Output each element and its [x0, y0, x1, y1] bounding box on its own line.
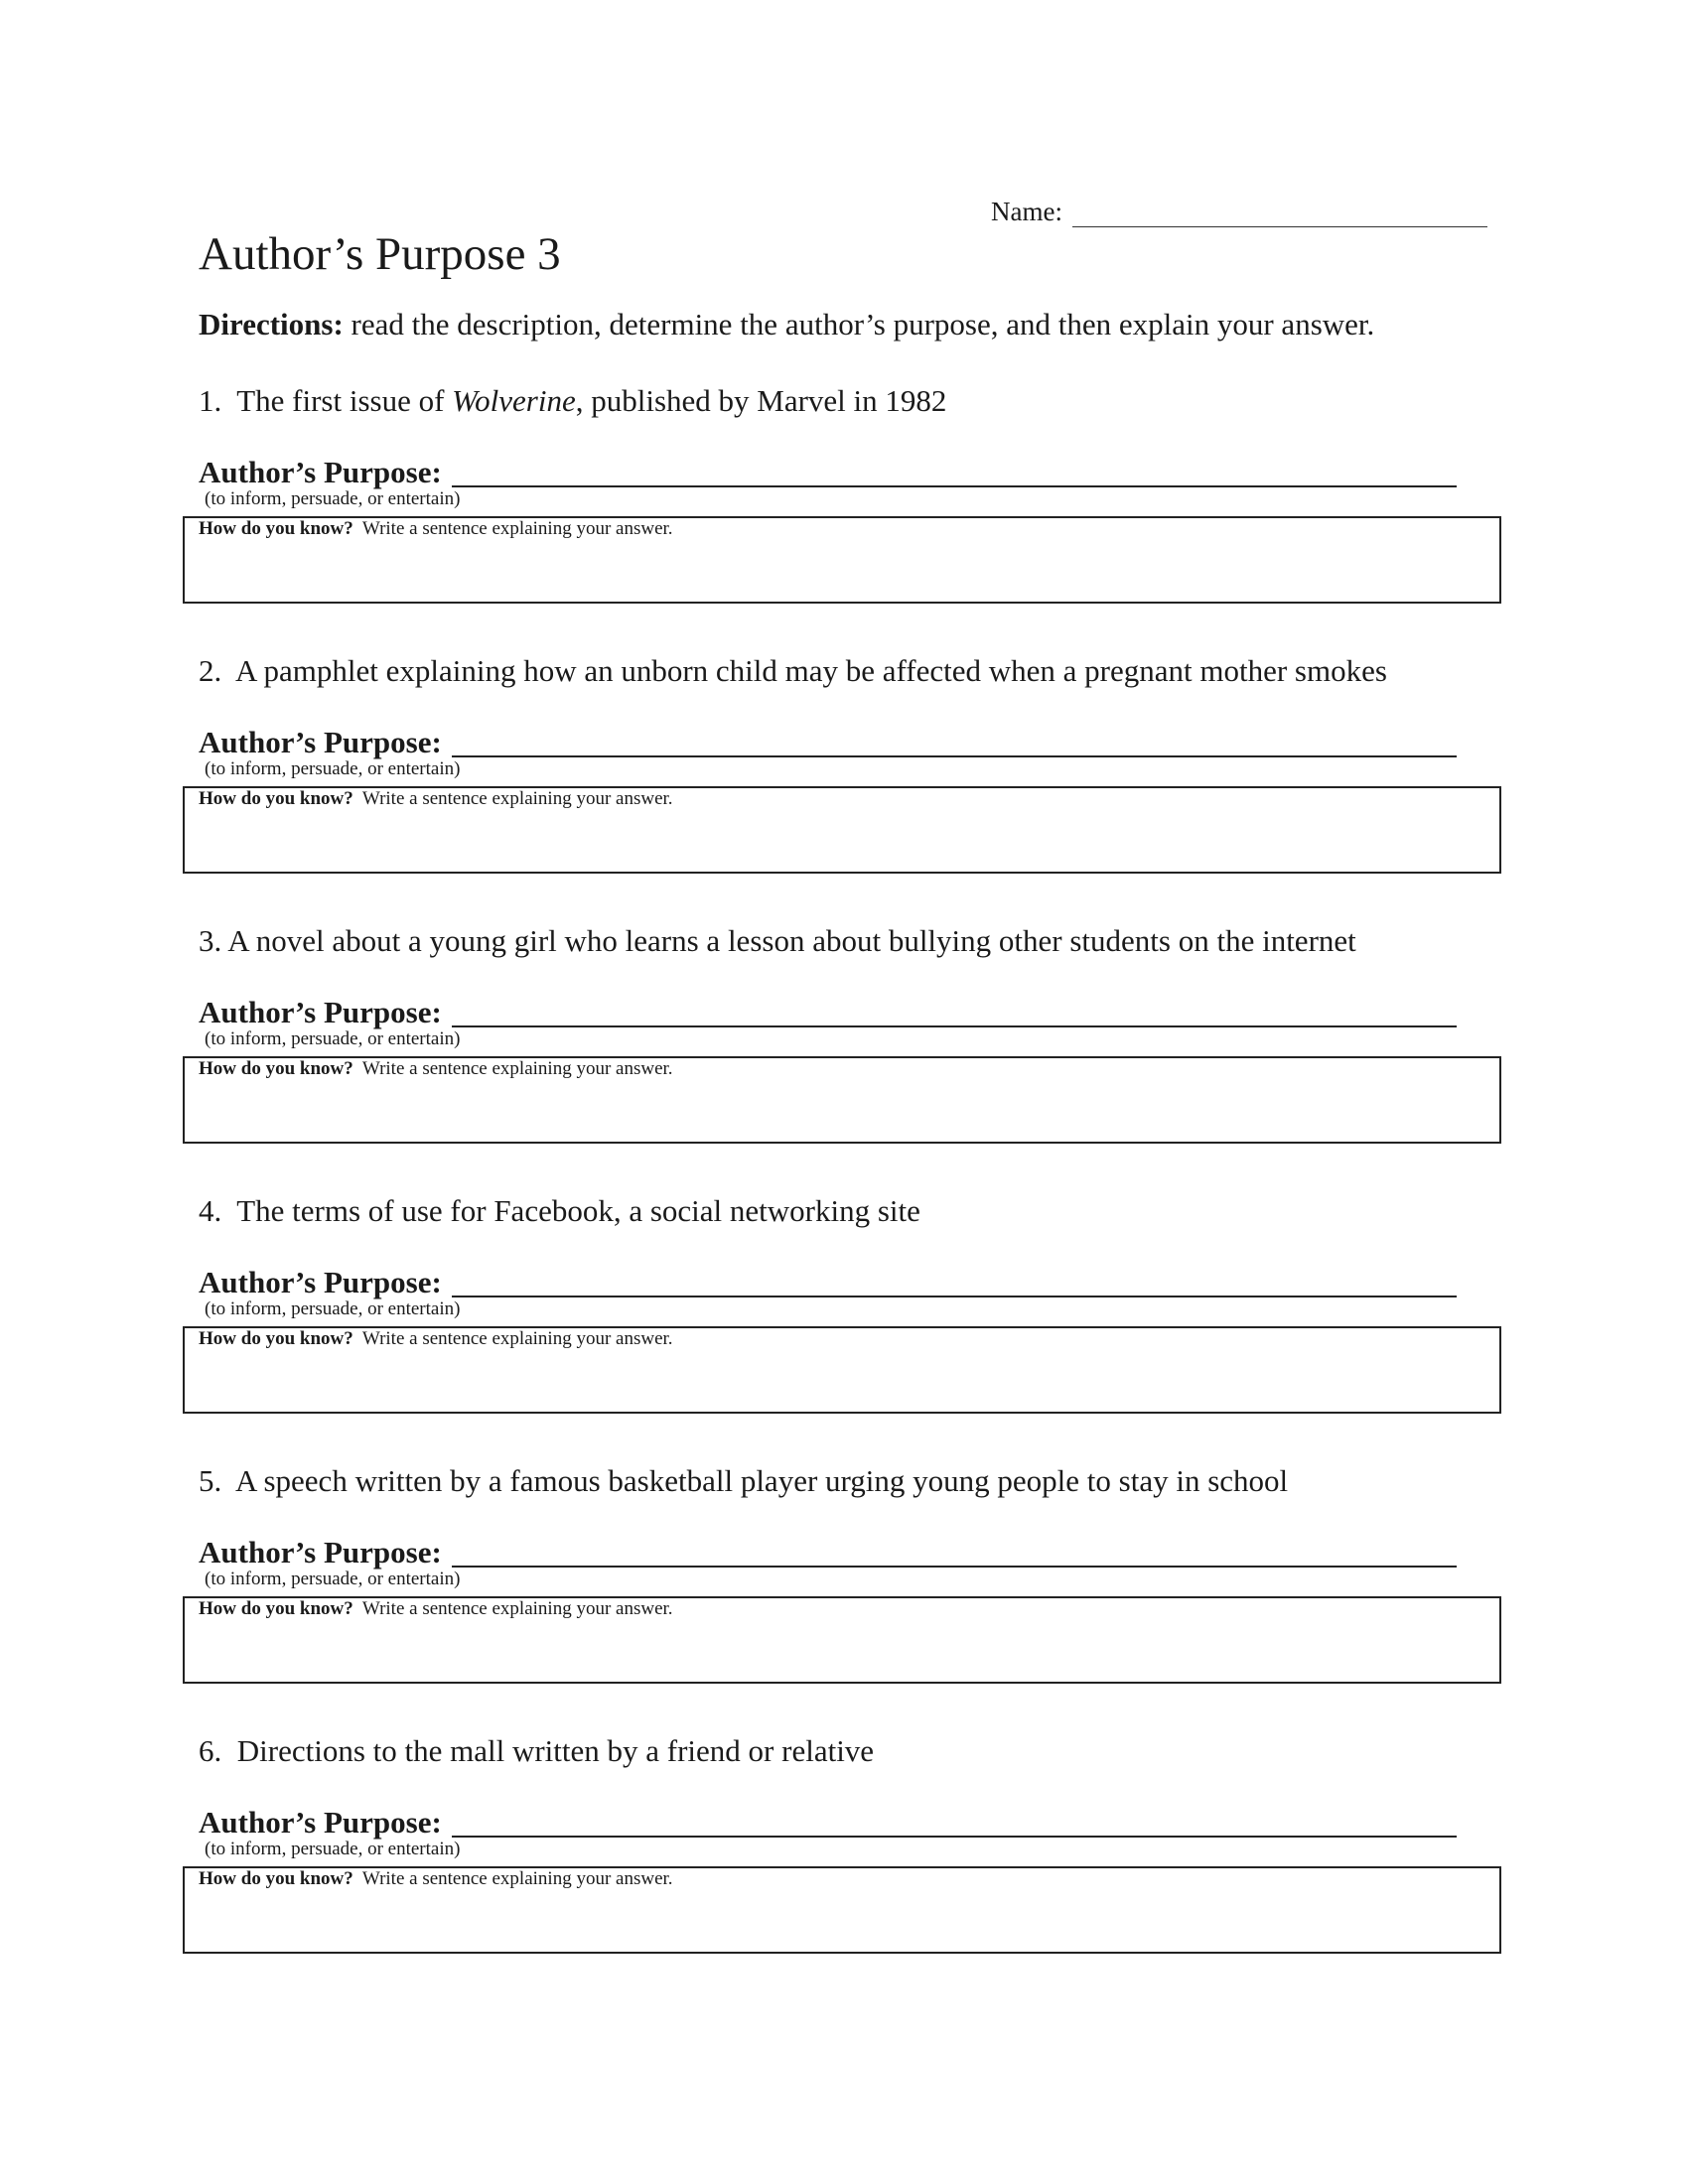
- explanation-box[interactable]: [183, 516, 1501, 604]
- know-text: Write a sentence explaining your answer.: [352, 1058, 673, 1080]
- purpose-label: Author’s Purpose:: [199, 455, 442, 490]
- know-label: How do you know?: [199, 788, 353, 810]
- purpose-row: [199, 995, 1507, 1030]
- question-text: [199, 382, 1507, 419]
- question-5: [197, 1462, 1507, 1684]
- explanation-box[interactable]: [183, 1596, 1501, 1684]
- name-blank-line[interactable]: [1072, 201, 1487, 227]
- question-text-part: A speech written by a famous basketball player urging young people to stay in school: [235, 1463, 1289, 1498]
- question-title-italic: Wolverine: [452, 383, 576, 418]
- know-text: Write a sentence explaining your answer.: [352, 1328, 673, 1350]
- question-text: [199, 1732, 1507, 1769]
- question-4: [197, 1192, 1507, 1414]
- know-label: How do you know?: [199, 1058, 353, 1080]
- explanation-box[interactable]: [183, 1326, 1501, 1414]
- purpose-hint: (to inform, persuade, or entertain): [205, 488, 461, 510]
- question-text: [199, 1192, 1507, 1229]
- question-6: [197, 1732, 1507, 1954]
- question-2: [197, 652, 1507, 874]
- question-text-part: The terms of use for Facebook, a social networking site: [236, 1193, 920, 1228]
- purpose-answer-line[interactable]: [452, 1808, 1457, 1838]
- purpose-answer-line[interactable]: [452, 458, 1457, 487]
- question-number: 4.: [199, 1193, 222, 1228]
- purpose-answer-line[interactable]: [452, 1538, 1457, 1568]
- purpose-hint: (to inform, persuade, or entertain): [205, 1569, 461, 1590]
- purpose-hint: (to inform, persuade, or entertain): [205, 1839, 461, 1860]
- explanation-box[interactable]: [183, 1866, 1501, 1954]
- purpose-row: [199, 725, 1507, 760]
- question-text-part: A pamphlet explaining how an unborn child may be affected when a pregnant mother smokes: [235, 653, 1387, 688]
- know-label: How do you know?: [199, 1868, 353, 1890]
- question-number: 2.: [199, 653, 222, 688]
- question-number: 1.: [199, 383, 222, 418]
- purpose-row: [199, 1805, 1507, 1841]
- explanation-box[interactable]: [183, 1056, 1501, 1144]
- directions-label: Directions:: [199, 307, 344, 341]
- purpose-label: Author’s Purpose:: [199, 1805, 442, 1841]
- name-label: Name:: [991, 197, 1062, 226]
- purpose-label: Author’s Purpose:: [199, 1535, 442, 1570]
- question-3: [197, 922, 1507, 1144]
- know-label: How do you know?: [199, 518, 353, 540]
- purpose-label: Author’s Purpose:: [199, 995, 442, 1030]
- know-label: How do you know?: [199, 1328, 353, 1350]
- directions: [199, 306, 1374, 342]
- purpose-hint: (to inform, persuade, or entertain): [205, 1028, 461, 1050]
- know-text: Write a sentence explaining your answer.: [352, 518, 673, 540]
- question-number: 3.: [199, 923, 222, 958]
- question-text-part: A novel about a young girl who learns a lesson about bullying other students on the internet: [227, 923, 1356, 958]
- know-label: How do you know?: [199, 1598, 353, 1620]
- purpose-answer-line[interactable]: [452, 728, 1457, 757]
- question-text-part: Directions to the mall written by a friend or relative: [236, 1733, 875, 1768]
- purpose-answer-line[interactable]: [452, 998, 1457, 1027]
- purpose-row: [199, 1537, 1507, 1568]
- know-text: Write a sentence explaining your answer.: [352, 788, 673, 810]
- name-field-row: [991, 197, 1487, 227]
- purpose-label: Author’s Purpose:: [199, 1265, 442, 1300]
- know-text: Write a sentence explaining your answer.: [352, 1598, 673, 1620]
- purpose-hint: (to inform, persuade, or entertain): [205, 1298, 461, 1320]
- question-text-part: The first issue of: [236, 383, 453, 418]
- question-number: 6.: [199, 1733, 222, 1768]
- purpose-row: [199, 1265, 1507, 1300]
- directions-text: read the description, determine the author’s purpose, and then explain your answer.: [343, 307, 1375, 341]
- page-title: Author’s Purpose 3: [199, 228, 561, 280]
- purpose-hint: (to inform, persuade, or entertain): [205, 758, 461, 780]
- question-text: [199, 652, 1507, 689]
- purpose-row: [199, 455, 1507, 490]
- question-number: 5.: [199, 1463, 222, 1498]
- know-text: Write a sentence explaining your answer.: [352, 1868, 673, 1890]
- question-1: [197, 382, 1507, 604]
- explanation-box[interactable]: [183, 786, 1501, 874]
- purpose-answer-line[interactable]: [452, 1268, 1457, 1297]
- question-text-part: , published by Marvel in 1982: [575, 383, 947, 418]
- question-text: [199, 1462, 1507, 1499]
- question-text: [199, 922, 1507, 959]
- purpose-label: Author’s Purpose:: [199, 725, 442, 760]
